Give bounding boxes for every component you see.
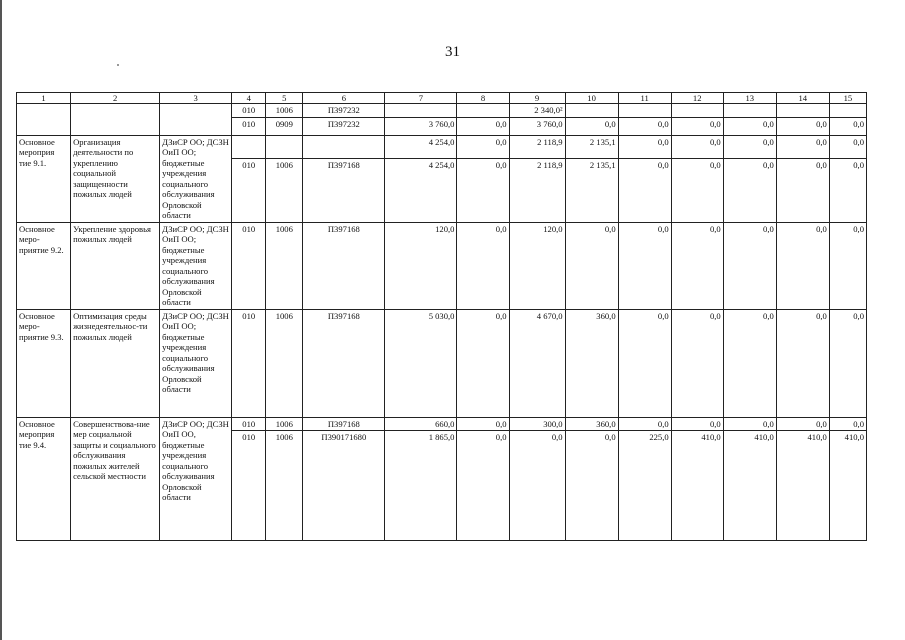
cell-value: 120,0 bbox=[385, 222, 457, 309]
column-number-header: 11 bbox=[618, 93, 671, 104]
cell-value: 0,0 bbox=[829, 309, 866, 417]
table-row bbox=[17, 309, 867, 417]
cell-csr: П397168 bbox=[303, 417, 385, 431]
cell-csr: П397168 bbox=[303, 158, 385, 222]
measure-executor: ДЗиСР ОО; ДСЗН ОиП ОО; бюджетные учреждения социального обслуживания Орловской области bbox=[160, 309, 232, 417]
cell-value: 300,0 bbox=[509, 417, 565, 431]
left-border-line bbox=[0, 0, 2, 640]
cell-grbs: 010 bbox=[232, 104, 266, 118]
cell-value: 0,0 bbox=[776, 135, 829, 158]
cell-value: 0,0 bbox=[457, 222, 509, 309]
measure-executor: ДЗиСР ОО; ДСЗН ОиП ОО; бюджетные учреждения социального обслуживания Орловской области bbox=[160, 222, 232, 309]
cell-value: 0,0 bbox=[457, 135, 509, 158]
cell-value: 0,0 bbox=[776, 417, 829, 431]
table-row bbox=[17, 135, 867, 158]
cell-value: 0,0 bbox=[829, 222, 866, 309]
cell-grbs: 010 bbox=[232, 222, 266, 309]
cell-value: 2 135,1 bbox=[565, 135, 618, 158]
cell-value: 5 030,0 bbox=[385, 309, 457, 417]
cell-empty bbox=[71, 104, 160, 136]
cell-value: 0,0 bbox=[618, 117, 671, 135]
column-number-header: 15 bbox=[829, 93, 866, 104]
column-number-header: 14 bbox=[776, 93, 829, 104]
cell-value: 0,0 bbox=[618, 222, 671, 309]
column-number-header: 10 bbox=[565, 93, 618, 104]
measure-description: Организация деятельности по укреплению социальной защищенности пожилых людей bbox=[71, 135, 160, 222]
cell-grbs: 010 bbox=[232, 309, 266, 417]
cell-value: 120,0 bbox=[509, 222, 565, 309]
cell-value: 0,0 bbox=[509, 431, 565, 541]
cell-value: 0,0 bbox=[671, 309, 723, 417]
cell-value: 410,0 bbox=[723, 431, 776, 541]
cell-value: 0,0 bbox=[671, 417, 723, 431]
column-number-header: 4 bbox=[232, 93, 266, 104]
column-number-header: 5 bbox=[266, 93, 303, 104]
cell-value: 410,0 bbox=[671, 431, 723, 541]
column-number-header: 3 bbox=[160, 93, 232, 104]
cell-grbs: 010 bbox=[232, 417, 266, 431]
cell-value: 3 760,0 bbox=[385, 117, 457, 135]
cell-rzpr: 0909 bbox=[266, 117, 303, 135]
header-row bbox=[17, 93, 867, 104]
cell-value: 0,0 bbox=[723, 117, 776, 135]
measure-description: Оптимизация среды жизнедеятельнос-ти пожилых людей bbox=[71, 309, 160, 417]
cell-value: 0,0 bbox=[457, 417, 509, 431]
cell-value: 2 135,1 bbox=[565, 158, 618, 222]
column-number-header: 2 bbox=[71, 93, 160, 104]
cell-csr bbox=[303, 135, 385, 158]
cell-value: 0,0 bbox=[829, 135, 866, 158]
cell-csr: П390171680 bbox=[303, 431, 385, 541]
cell-value: 0,0 bbox=[776, 309, 829, 417]
cell-grbs bbox=[232, 135, 266, 158]
cell-empty bbox=[17, 104, 71, 136]
table-row bbox=[17, 417, 867, 431]
cell-value: 0,0 bbox=[457, 309, 509, 417]
column-number-header: 12 bbox=[671, 93, 723, 104]
cell-rzpr: 1006 bbox=[266, 104, 303, 118]
cell-rzpr: 1006 bbox=[266, 222, 303, 309]
measure-name: Основное мероприя тие 9.4. bbox=[17, 417, 71, 541]
cell-value: 0,0 bbox=[618, 309, 671, 417]
cell-value: 4 254,0 bbox=[385, 158, 457, 222]
cell-value: 2 118,9 bbox=[509, 158, 565, 222]
column-number-header: 13 bbox=[723, 93, 776, 104]
cell-value: 0,0 bbox=[618, 417, 671, 431]
cell-value bbox=[618, 104, 671, 118]
cell-csr: П397232 bbox=[303, 104, 385, 118]
cell-value: 0,0 bbox=[671, 135, 723, 158]
cell-value: 0,0 bbox=[829, 117, 866, 135]
cell-value: 360,0 bbox=[565, 309, 618, 417]
measure-name: Основное меро-приятие 9.2. bbox=[17, 222, 71, 309]
cell-grbs: 010 bbox=[232, 158, 266, 222]
cell-value: 410,0 bbox=[829, 431, 866, 541]
cell-value bbox=[385, 104, 457, 118]
cell-value: 1 865,0 bbox=[385, 431, 457, 541]
table-row bbox=[17, 104, 867, 118]
cell-value: 0,0 bbox=[457, 431, 509, 541]
cell-value: 0,0 bbox=[671, 222, 723, 309]
page-number: 31 bbox=[445, 44, 460, 60]
cell-grbs: 010 bbox=[232, 117, 266, 135]
cell-value: 2 118,9 bbox=[509, 135, 565, 158]
measure-name: Основное меро-приятие 9.3. bbox=[17, 309, 71, 417]
cell-value: 0,0 bbox=[671, 158, 723, 222]
cell-value: 0,0 bbox=[723, 417, 776, 431]
cell-value: 0,0 bbox=[829, 158, 866, 222]
cell-value: 0,0 bbox=[457, 158, 509, 222]
cell-value: 0,0 bbox=[723, 222, 776, 309]
cell-value: 360,0 bbox=[565, 417, 618, 431]
cell-value bbox=[671, 104, 723, 118]
cell-value: 225,0 bbox=[618, 431, 671, 541]
cell-value: 0,0 bbox=[457, 117, 509, 135]
cell-value: 3 760,0 bbox=[509, 117, 565, 135]
column-number-header: 6 bbox=[303, 93, 385, 104]
cell-csr: П397232 bbox=[303, 117, 385, 135]
cell-value bbox=[723, 104, 776, 118]
cell-csr: П397168 bbox=[303, 222, 385, 309]
cell-csr: П397168 bbox=[303, 309, 385, 417]
cell-value bbox=[565, 104, 618, 118]
cell-value bbox=[829, 104, 866, 118]
cell-value: 0,0 bbox=[776, 158, 829, 222]
column-number-header: 1 bbox=[17, 93, 71, 104]
cell-value: 0,0 bbox=[776, 222, 829, 309]
measure-executor: ДЗиСР ОО; ДСЗН ОиП ОО; бюджетные учреждения социального обслуживания Орловской области bbox=[160, 135, 232, 222]
cell-value: 0,0 bbox=[829, 417, 866, 431]
cell-rzpr bbox=[266, 135, 303, 158]
cell-value: 0,0 bbox=[565, 222, 618, 309]
cell-value: 0,0 bbox=[723, 135, 776, 158]
cell-value: 0,0 bbox=[723, 309, 776, 417]
column-number-header: 7 bbox=[385, 93, 457, 104]
cell-value bbox=[457, 104, 509, 118]
cell-value: 0,0 bbox=[671, 117, 723, 135]
column-number-header: 8 bbox=[457, 93, 509, 104]
cell-value: 4 670,0 bbox=[509, 309, 565, 417]
budget-table bbox=[16, 92, 867, 541]
cell-value: 0,0 bbox=[618, 158, 671, 222]
cell-value: 0,0 bbox=[565, 431, 618, 541]
cell-value: 0,0 bbox=[776, 117, 829, 135]
cell-rzpr: 1006 bbox=[266, 431, 303, 541]
cell-value: 4 254,0 bbox=[385, 135, 457, 158]
cell-empty bbox=[160, 104, 232, 136]
cell-grbs: 010 bbox=[232, 431, 266, 541]
cell-rzpr: 1006 bbox=[266, 417, 303, 431]
measure-description: Совершенствова-ние мер социальной защиты и социального обслуживания пожилых жителей сельской местности bbox=[71, 417, 160, 541]
column-number-header: 9 bbox=[509, 93, 565, 104]
measure-name: Основное мероприя тие 9.1. bbox=[17, 135, 71, 222]
scan-speck bbox=[117, 64, 119, 66]
measure-description: Укрепление здоровья пожилых людей bbox=[71, 222, 160, 309]
measure-executor: ДЗиСР ОО; ДСЗН ОиП ОО, бюджетные учреждения социального обслуживания Орловской области bbox=[160, 417, 232, 541]
table-row bbox=[17, 222, 867, 309]
cell-value: 410,0 bbox=[776, 431, 829, 541]
cell-value: 0,0 bbox=[565, 117, 618, 135]
cell-value: 0,0 bbox=[723, 158, 776, 222]
cell-value: 2 340,0² bbox=[509, 104, 565, 118]
cell-value: 660,0 bbox=[385, 417, 457, 431]
cell-rzpr: 1006 bbox=[266, 309, 303, 417]
cell-value bbox=[776, 104, 829, 118]
cell-value: 0,0 bbox=[618, 135, 671, 158]
cell-rzpr: 1006 bbox=[266, 158, 303, 222]
